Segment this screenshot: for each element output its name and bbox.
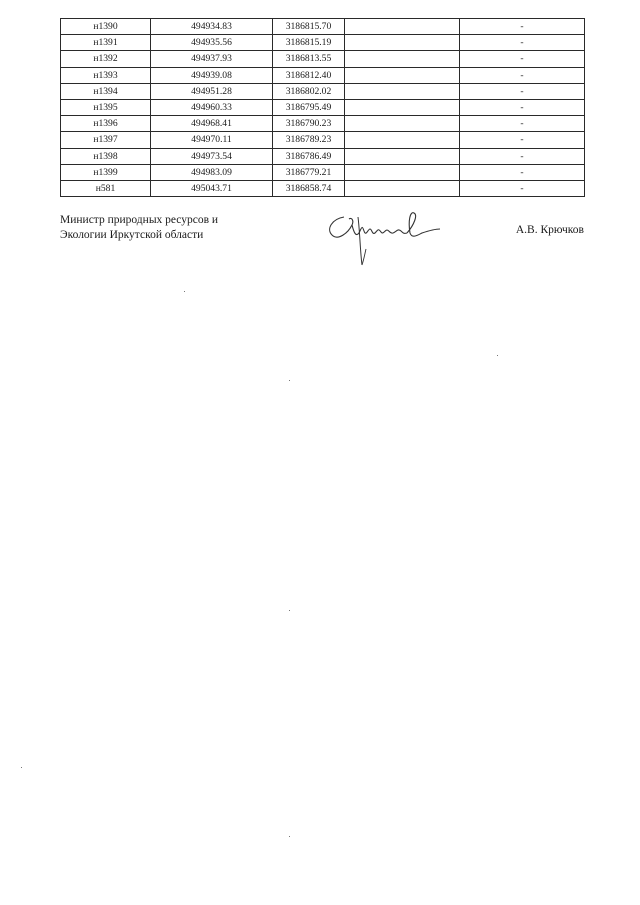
table-row xyxy=(61,116,585,132)
x-coordinate-cell: 494970.11 xyxy=(151,132,273,148)
scan-speck xyxy=(21,767,22,768)
note-cell: - xyxy=(460,19,585,35)
scan-speck xyxy=(497,355,498,356)
x-coordinate-cell: 494983.09 xyxy=(151,164,273,180)
empty-cell xyxy=(345,67,460,83)
table-row xyxy=(61,148,585,164)
point-number-cell: н581 xyxy=(61,180,151,196)
y-coordinate-cell: 3186815.70 xyxy=(273,19,345,35)
point-number-cell: н1395 xyxy=(61,99,151,115)
x-coordinate-cell: 495043.71 xyxy=(151,180,273,196)
x-coordinate-cell: 494939.08 xyxy=(151,67,273,83)
scan-speck xyxy=(289,836,290,837)
point-number-cell: н1391 xyxy=(61,35,151,51)
scan-speck xyxy=(289,380,290,381)
empty-cell xyxy=(345,116,460,132)
x-coordinate-cell: 494935.56 xyxy=(151,35,273,51)
point-number-cell: н1394 xyxy=(61,83,151,99)
table-row xyxy=(61,164,585,180)
y-coordinate-cell: 3186858.74 xyxy=(273,180,345,196)
point-number-cell: н1399 xyxy=(61,164,151,180)
x-coordinate-cell: 494951.28 xyxy=(151,83,273,99)
note-cell: - xyxy=(460,116,585,132)
signer-name: А.В. Крючков xyxy=(515,224,584,236)
point-number-cell: н1393 xyxy=(61,67,151,83)
y-coordinate-cell: 3186795.49 xyxy=(273,99,345,115)
empty-cell xyxy=(345,180,460,196)
y-coordinate-cell: 3186789.23 xyxy=(273,132,345,148)
scan-speck xyxy=(184,291,185,292)
y-coordinate-cell: 3186786.49 xyxy=(273,148,345,164)
empty-cell xyxy=(345,132,460,148)
signature-block xyxy=(60,213,584,283)
table-row xyxy=(61,51,585,67)
note-cell: - xyxy=(460,132,585,148)
y-coordinate-cell: 3186815.19 xyxy=(273,35,345,51)
signer-position-line-1: Министр природных ресурсов и xyxy=(60,214,219,226)
x-coordinate-cell: 494973.54 xyxy=(151,148,273,164)
y-coordinate-cell: 3186812.40 xyxy=(273,67,345,83)
table-row xyxy=(61,132,585,148)
y-coordinate-cell: 3186813.55 xyxy=(273,51,345,67)
scan-speck xyxy=(289,610,290,611)
point-number-cell: н1390 xyxy=(61,19,151,35)
note-cell: - xyxy=(460,35,585,51)
empty-cell xyxy=(345,148,460,164)
signer-position-line-2: Экологии Иркутской области xyxy=(60,229,204,241)
table-row xyxy=(61,180,585,196)
table-row xyxy=(61,67,585,83)
empty-cell xyxy=(345,164,460,180)
handwritten-signature xyxy=(322,203,442,271)
coordinates-table xyxy=(60,18,585,197)
table-row xyxy=(61,35,585,51)
point-number-cell: н1398 xyxy=(61,148,151,164)
note-cell: - xyxy=(460,51,585,67)
point-number-cell: н1392 xyxy=(61,51,151,67)
x-coordinate-cell: 494960.33 xyxy=(151,99,273,115)
y-coordinate-cell: 3186802.02 xyxy=(273,83,345,99)
point-number-cell: н1396 xyxy=(61,116,151,132)
empty-cell xyxy=(345,51,460,67)
x-coordinate-cell: 494937.93 xyxy=(151,51,273,67)
note-cell: - xyxy=(460,148,585,164)
table-row xyxy=(61,99,585,115)
point-number-cell: н1397 xyxy=(61,132,151,148)
empty-cell xyxy=(345,19,460,35)
note-cell: - xyxy=(460,99,585,115)
x-coordinate-cell: 494968.41 xyxy=(151,116,273,132)
note-cell: - xyxy=(460,180,585,196)
coordinates-table-body xyxy=(61,19,585,197)
y-coordinate-cell: 3186790.23 xyxy=(273,116,345,132)
empty-cell xyxy=(345,99,460,115)
x-coordinate-cell: 494934.83 xyxy=(151,19,273,35)
signer-position xyxy=(60,213,218,243)
empty-cell xyxy=(345,35,460,51)
note-cell: - xyxy=(460,83,585,99)
empty-cell xyxy=(345,83,460,99)
note-cell: - xyxy=(460,164,585,180)
table-row xyxy=(61,19,585,35)
table-row xyxy=(61,83,585,99)
note-cell: - xyxy=(460,67,585,83)
y-coordinate-cell: 3186779.21 xyxy=(273,164,345,180)
